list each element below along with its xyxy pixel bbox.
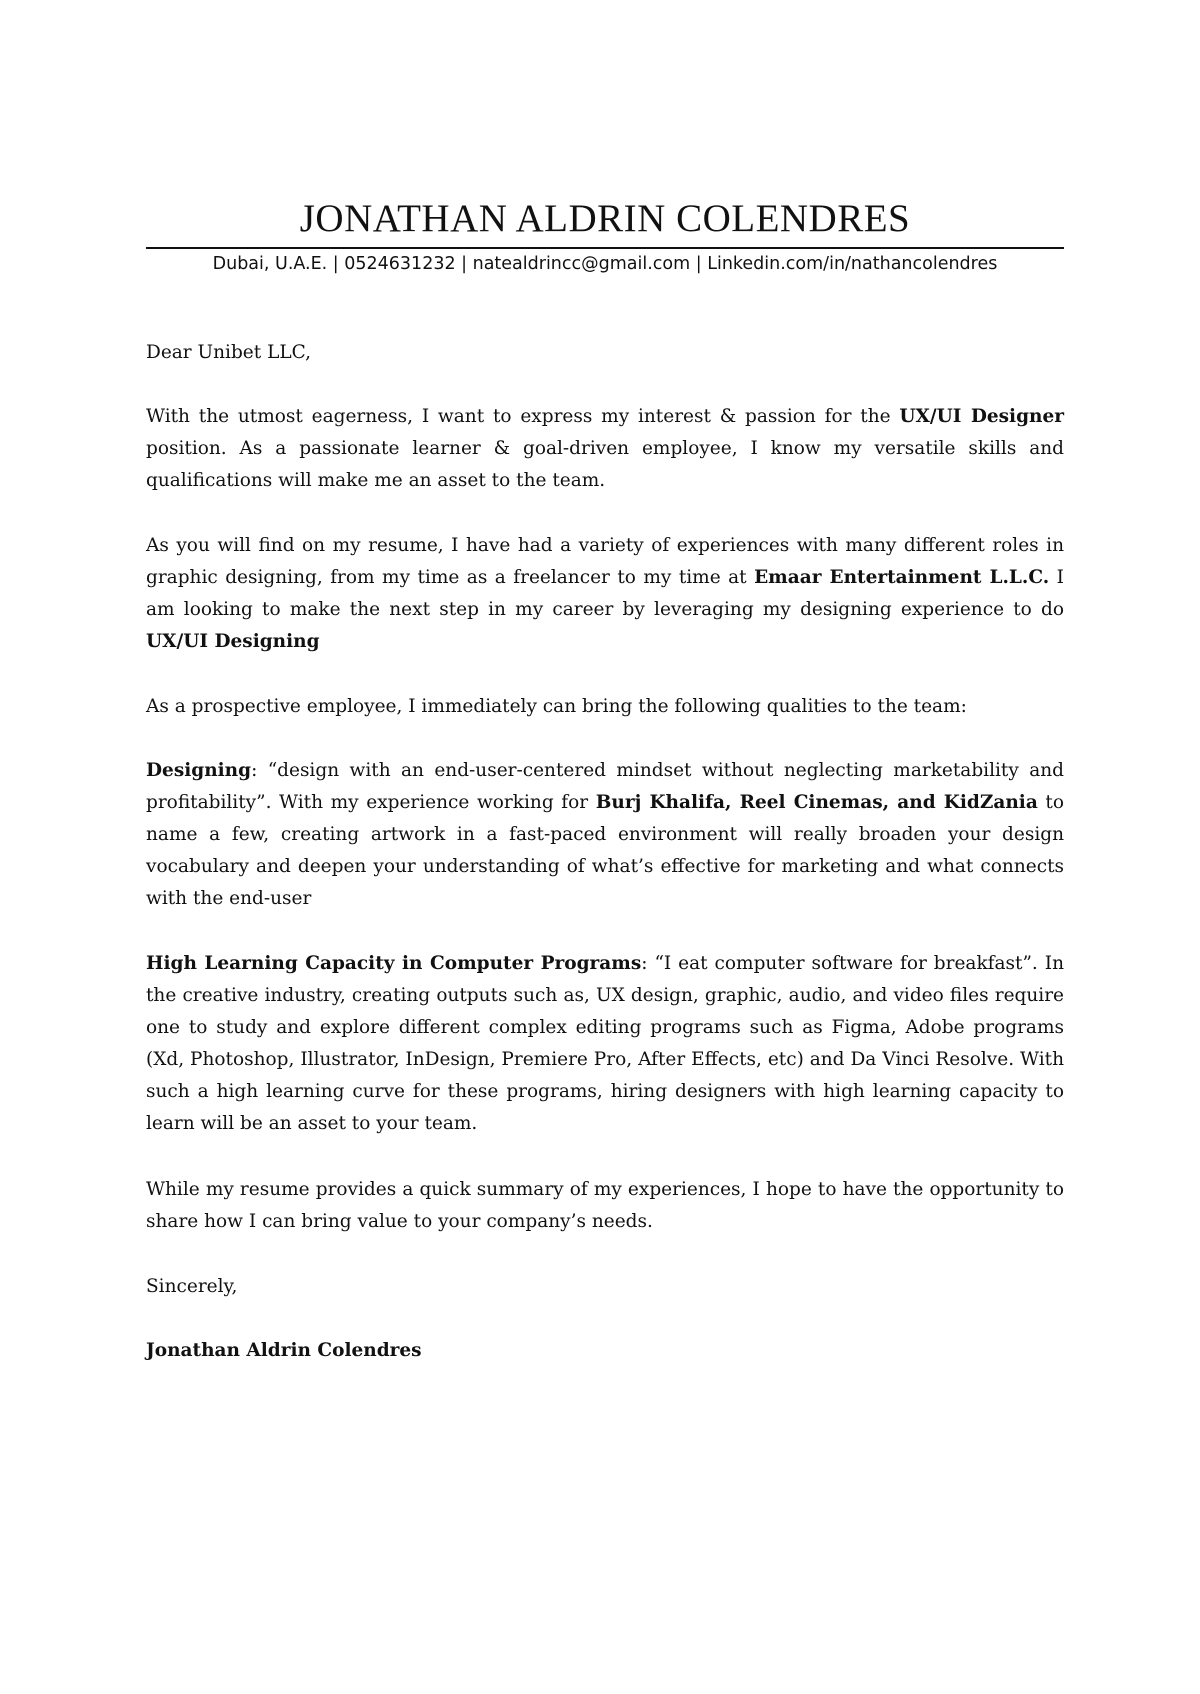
cover-letter-page	[146, 0, 1064, 1694]
paragraph-interest	[146, 401, 1064, 497]
paragraph-text: position. As a passionate learner & goal-driven employee, I know my versatile skills and qualifications will make me an asset to the team.	[146, 438, 1064, 491]
position-title: UX/UI Designer	[899, 406, 1064, 427]
header-divider	[146, 247, 1064, 249]
closing: Sincerely,	[146, 1276, 238, 1297]
contact-info-line: Dubai, U.A.E. | 0524631232 | natealdrincc@gmail.com | Linkedin.com/in/nathancolendres	[212, 254, 998, 274]
paragraph-text: to name a few, creating artwork in a fast-paced environment will really broaden your design vocabulary and deepen your understanding of what’s effective for marketing and what connects with the end-user	[146, 792, 1065, 909]
paragraph-text: With the utmost eagerness, I want to express my interest & passion for the	[146, 406, 900, 427]
client-names: Burj Khalifa, Reel Cinemas, and KidZania	[595, 792, 1038, 813]
employer-name: Emaar Entertainment L.L.C.	[754, 567, 1050, 588]
paragraph-experience	[146, 530, 1064, 658]
paragraph-text: As you will find on my resume, I have had a variety of experiences with many different roles in graphic designing, from my time as a freelancer to my time at	[146, 535, 1064, 588]
signature-name: Jonathan Aldrin Colendres	[146, 1340, 422, 1361]
greeting: Dear Unibet LLC,	[146, 342, 312, 363]
target-role: UX/UI Designing	[146, 631, 320, 652]
paragraph-text: : “design with an end-user-centered mindset without neglecting marketability and profitability”. With my experience working for	[146, 760, 1064, 813]
quality-heading-designing: Designing	[146, 760, 252, 781]
paragraph-learning-capacity	[146, 948, 1064, 1140]
paragraph-summary: While my resume provides a quick summary of my experiences, I hope to have the opportunity to share how I can bring value to your company’s needs.	[146, 1179, 1064, 1232]
paragraph-qualities-intro: As a prospective employee, I immediately can bring the following qualities to the team:	[146, 696, 967, 717]
paragraph-designing	[146, 755, 1064, 915]
quality-heading-learning: High Learning Capacity in Computer Programs	[146, 953, 642, 974]
paragraph-text: I am looking to make the next step in my career by leveraging my designing experience to do	[146, 567, 1064, 620]
applicant-name-heading: JONATHAN ALDRIN COLENDRES	[299, 197, 911, 240]
paragraph-text: : “I eat computer software for breakfast”. In the creative industry, creating outputs such as, UX design, graphic, audio, and video files require one to study and explore different complex editing programs such as Figma, Adobe programs (Xd, Photoshop, Illustrator, InDesign, Premiere Pro, After Effects, etc) and Da Vinci Resolve. With such a high learning curve for these programs, hiring designers with high learning capacity to learn will be an asset to your team.	[146, 953, 1064, 1134]
